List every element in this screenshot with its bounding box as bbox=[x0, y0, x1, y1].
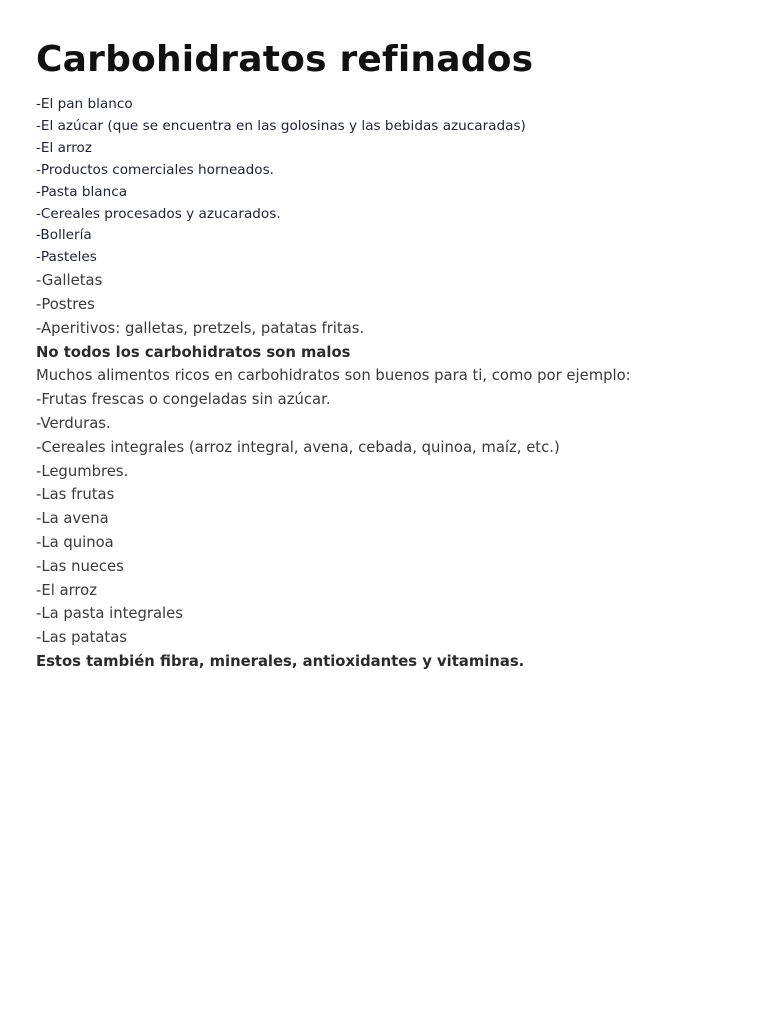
list-item: -Cereales procesados y azucarados. bbox=[36, 205, 281, 222]
section-subheading: No todos los carbohidratos son malos bbox=[36, 343, 351, 361]
list-item: -Pasta blanca bbox=[36, 183, 128, 200]
list-item: -Verduras. bbox=[36, 415, 111, 433]
list-item: -Bollería bbox=[36, 227, 92, 244]
list-item: -La avena bbox=[36, 510, 109, 528]
list-item: -Las frutas bbox=[36, 486, 115, 504]
list-item: -Galletas bbox=[36, 272, 103, 290]
list-item: -Aperitivos: galletas, pretzels, patatas fritas. bbox=[36, 319, 365, 337]
content-block bbox=[36, 269, 736, 674]
list-item: -La pasta integrales bbox=[36, 605, 183, 623]
page-title: Carbohidratos refinados bbox=[36, 39, 534, 80]
list-item: -Postres bbox=[36, 296, 95, 314]
list-item: -Legumbres. bbox=[36, 462, 129, 480]
list-item: -El arroz bbox=[36, 581, 97, 599]
list-item: -Productos comerciales horneados. bbox=[36, 161, 274, 178]
closing-statement: Estos también fibra, minerales, antioxidantes y vitaminas. bbox=[36, 653, 525, 670]
document-page bbox=[36, 36, 736, 674]
list-item: -Cereales integrales (arroz integral, avena, cebada, quinoa, maíz, etc.) bbox=[36, 438, 560, 456]
list-item: -El azúcar (que se encuentra en las golosinas y las bebidas azucaradas) bbox=[36, 117, 526, 134]
list-item: -El pan blanco bbox=[36, 96, 133, 112]
refined-carbs-list bbox=[36, 94, 736, 269]
list-item: -Frutas frescas o congeladas sin azúcar. bbox=[36, 391, 331, 409]
intro-paragraph: Muchos alimentos ricos en carbohidratos son buenos para ti, como por ejemplo: bbox=[36, 367, 631, 385]
list-item: -El arroz bbox=[36, 139, 93, 156]
list-item: -La quinoa bbox=[36, 534, 114, 552]
list-item: -Las patatas bbox=[36, 629, 127, 647]
list-item: -Las nueces bbox=[36, 557, 124, 575]
list-item: -Pasteles bbox=[36, 249, 97, 266]
